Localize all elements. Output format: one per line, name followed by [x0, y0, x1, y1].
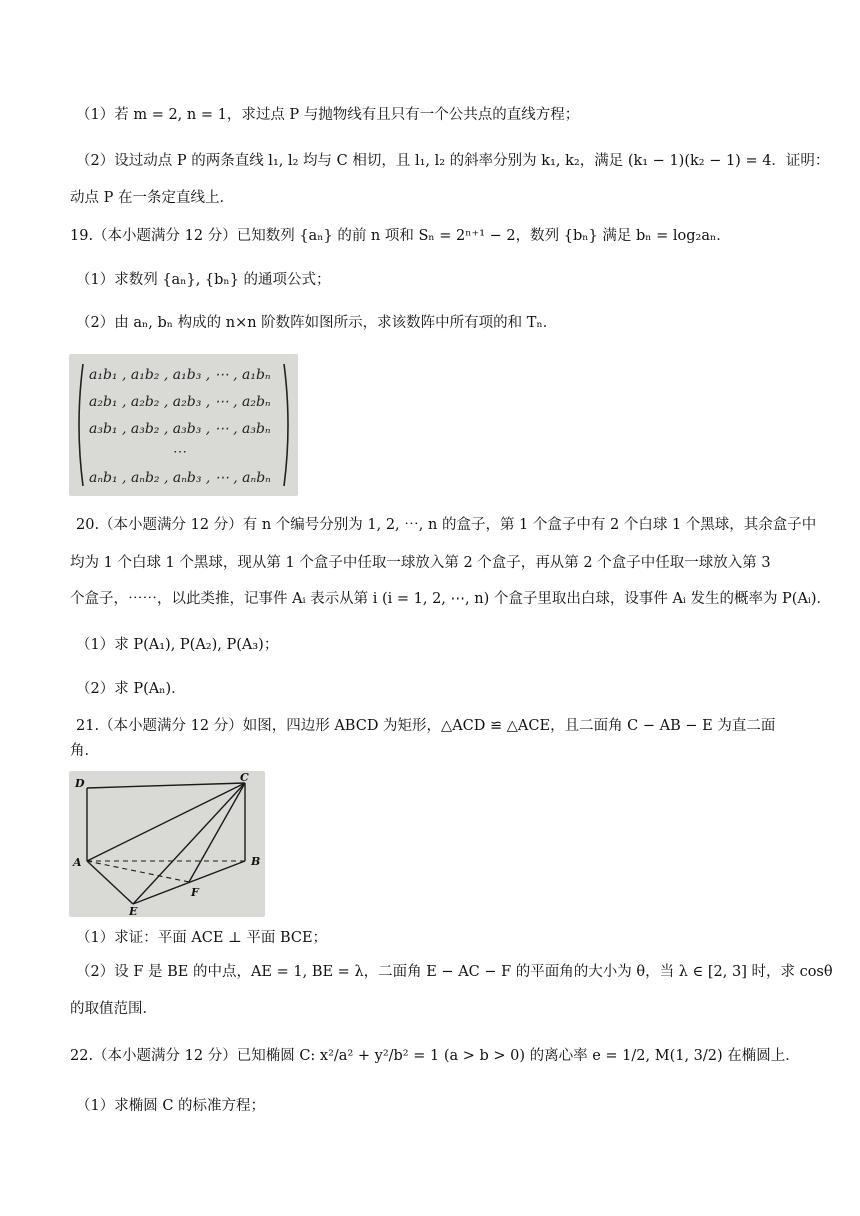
- matrix-row-n: aₙb₁ , aₙb₂ , aₙb₃ , ⋯ , aₙbₙ: [89, 470, 271, 486]
- q19-part1: （1）求数列 {aₙ}, {bₙ} 的通项公式；: [76, 272, 331, 288]
- q21-part2: （2）设 F 是 BE 的中点，AE = 1, BE = λ，二面角 E − AC − F 的平面角的大小为 θ，当 λ ∈ [2, 3] 时，求 cosθ: [76, 964, 833, 980]
- label-D: D: [75, 777, 85, 790]
- label-E: E: [129, 905, 138, 917]
- q20-stem: 20.（本小题满分 12 分）有 n 个编号分别为 1, 2, ⋯, n 的盒子，第 1 个盒子中有 2 个白球 1 个黑球，其余盒子中: [76, 517, 817, 533]
- q18-part2: （2）设过动点 P 的两条直线 l₁, l₂ 均与 C 相切，且 l₁, l₂ 的斜率分别为 k₁, k₂，满足 (k₁ − 1)(k₂ − 1) = 4．证明：: [76, 153, 830, 169]
- q21-part2-cont: 的取值范围．: [70, 1001, 157, 1017]
- label-B: B: [251, 855, 261, 868]
- matrix-figure: [69, 354, 298, 496]
- q18-part2-cont: 动点 P 在一条定直线上．: [70, 190, 234, 206]
- matrix-row-dots: ⋯: [173, 444, 187, 460]
- q20-part1: （1）求 P(A₁), P(A₂), P(A₃)；: [76, 637, 279, 653]
- q21-part1: （1）求证：平面 ACE ⊥ 平面 BCE；: [76, 930, 328, 946]
- label-A: A: [73, 856, 82, 869]
- q21-stem-cont: 角．: [70, 743, 99, 759]
- q20-stem-cont2: 个盒子，⋯⋯，以此类推，记事件 Aᵢ 表示从第 i (i = 1, 2, ⋯, n) 个盒子里取出白球，设事件 Aᵢ 发生的概率为 P(Aᵢ)．: [70, 591, 832, 607]
- matrix-row-3: a₃b₁ , a₃b₂ , a₃b₃ , ⋯ , a₃bₙ: [89, 421, 271, 437]
- q21-stem: 21.（本小题满分 12 分）如图，四边形 ABCD 为矩形，△ACD ≌ △ACE，且二面角 C − AB − E 为直二面: [76, 718, 776, 734]
- q18-part1: （1）若 m = 2, n = 1，求过点 P 与抛物线有且只有一个公共点的直线方程；: [76, 107, 580, 123]
- label-F: F: [191, 886, 199, 899]
- geometry-figure: [69, 771, 265, 917]
- label-C: C: [240, 771, 249, 784]
- matrix-row-2: a₂b₁ , a₂b₂ , a₂b₃ , ⋯ , a₂bₙ: [89, 394, 271, 410]
- q22-stem: 22.（本小题满分 12 分）已知椭圆 C: x²/a² + y²/b² = 1 (a > b > 0) 的离心率 e = 1/2, M(1, 3/2) 在椭圆上．: [70, 1048, 800, 1064]
- q19-part2: （2）由 aₙ, bₙ 构成的 n×n 阶数阵如图所示，求该数阵中所有项的和 Tₙ．: [76, 315, 558, 331]
- q19-stem: 19.（本小题满分 12 分）已知数列 {aₙ} 的前 n 项和 Sₙ = 2ⁿ⁺¹ − 2，数列 {bₙ} 满足 bₙ = log₂aₙ．: [70, 228, 731, 244]
- matrix-row-1: a₁b₁ , a₁b₂ , a₁b₃ , ⋯ , a₁bₙ: [89, 367, 271, 383]
- q20-part2: （2）求 P(Aₙ)．: [76, 681, 186, 697]
- q22-part1: （1）求椭圆 C 的标准方程；: [76, 1098, 266, 1114]
- q20-stem-cont1: 均为 1 个白球 1 个黑球，现从第 1 个盒子中任取一球放入第 2 个盒子，再从第 2 个盒子中任取一球放入第 3: [70, 555, 771, 571]
